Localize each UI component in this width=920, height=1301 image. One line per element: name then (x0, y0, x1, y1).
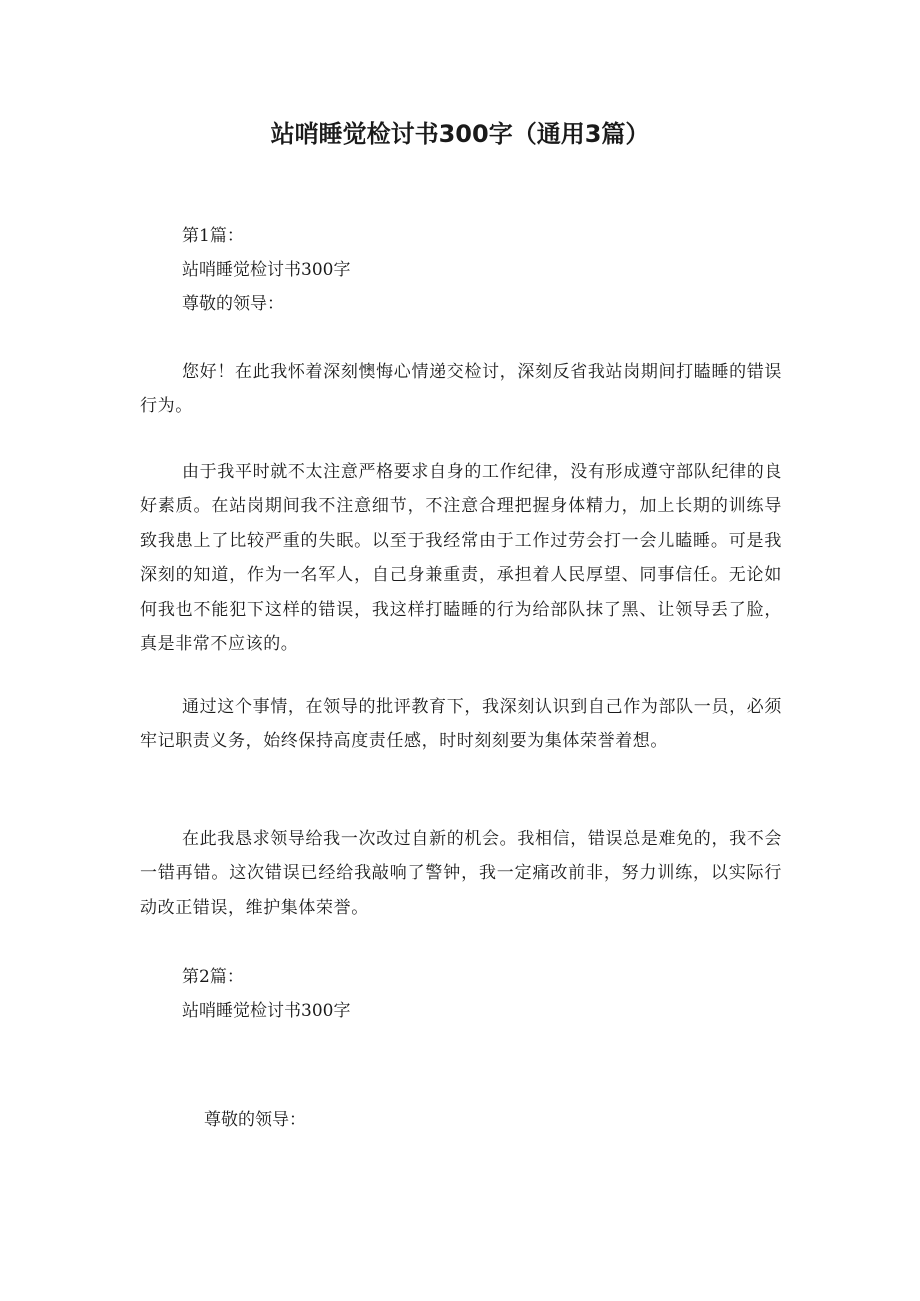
part1-label: 第1篇： (182, 226, 244, 246)
part2-subtitle: 站哨睡觉检讨书300字 (182, 1001, 351, 1021)
document-title: 站哨睡觉检讨书300字（通用3篇） (270, 120, 650, 148)
part1-paragraph-2: 由于我平时就不太注意严格要求自身的工作纪律，没有形成遵守部队纪律的良好素质。在站岗期间我不注意细节，不注意合理把握身体精力，加上长期的训练导致我患上了比较严重的失眠。以至于我经常由于工作过劳会打一会儿瞌睡。可是我深刻的知道，作为一名军人，自己身兼重责，承担着人民厚望、同事信任。无论如何我也不能犯下这样的错误，我这样打瞌睡的行为给部队抹了黑、让领导丢了脸，真是非常不应该的。 (140, 462, 782, 655)
part1-paragraph-1: 您好！在此我怀着深刻懊悔心情递交检讨，深刻反省我站岗期间打瞌睡的错误行为。 (140, 362, 782, 417)
part1-subtitle: 站哨睡觉检讨书300字 (182, 260, 351, 280)
part1-paragraph-4: 在此我恳求领导给我一次改过自新的机会。我相信，错误总是难免的，我不会一错再错。这次错误已经给我敲响了警钟，我一定痛改前非，努力训练，以实际行动改正错误，维护集体荣誉。 (140, 829, 782, 918)
part2-salutation: 尊敬的领导： (204, 1110, 306, 1130)
part2-label: 第2篇： (182, 967, 244, 987)
part1-paragraph-3: 通过这个事情，在领导的批评教育下，我深刻认识到自己作为部队一员，必须牢记职责义务，始终保持高度责任感，时时刻刻要为集体荣誉着想。 (140, 697, 782, 752)
part1-salutation: 尊敬的领导： (182, 294, 284, 314)
